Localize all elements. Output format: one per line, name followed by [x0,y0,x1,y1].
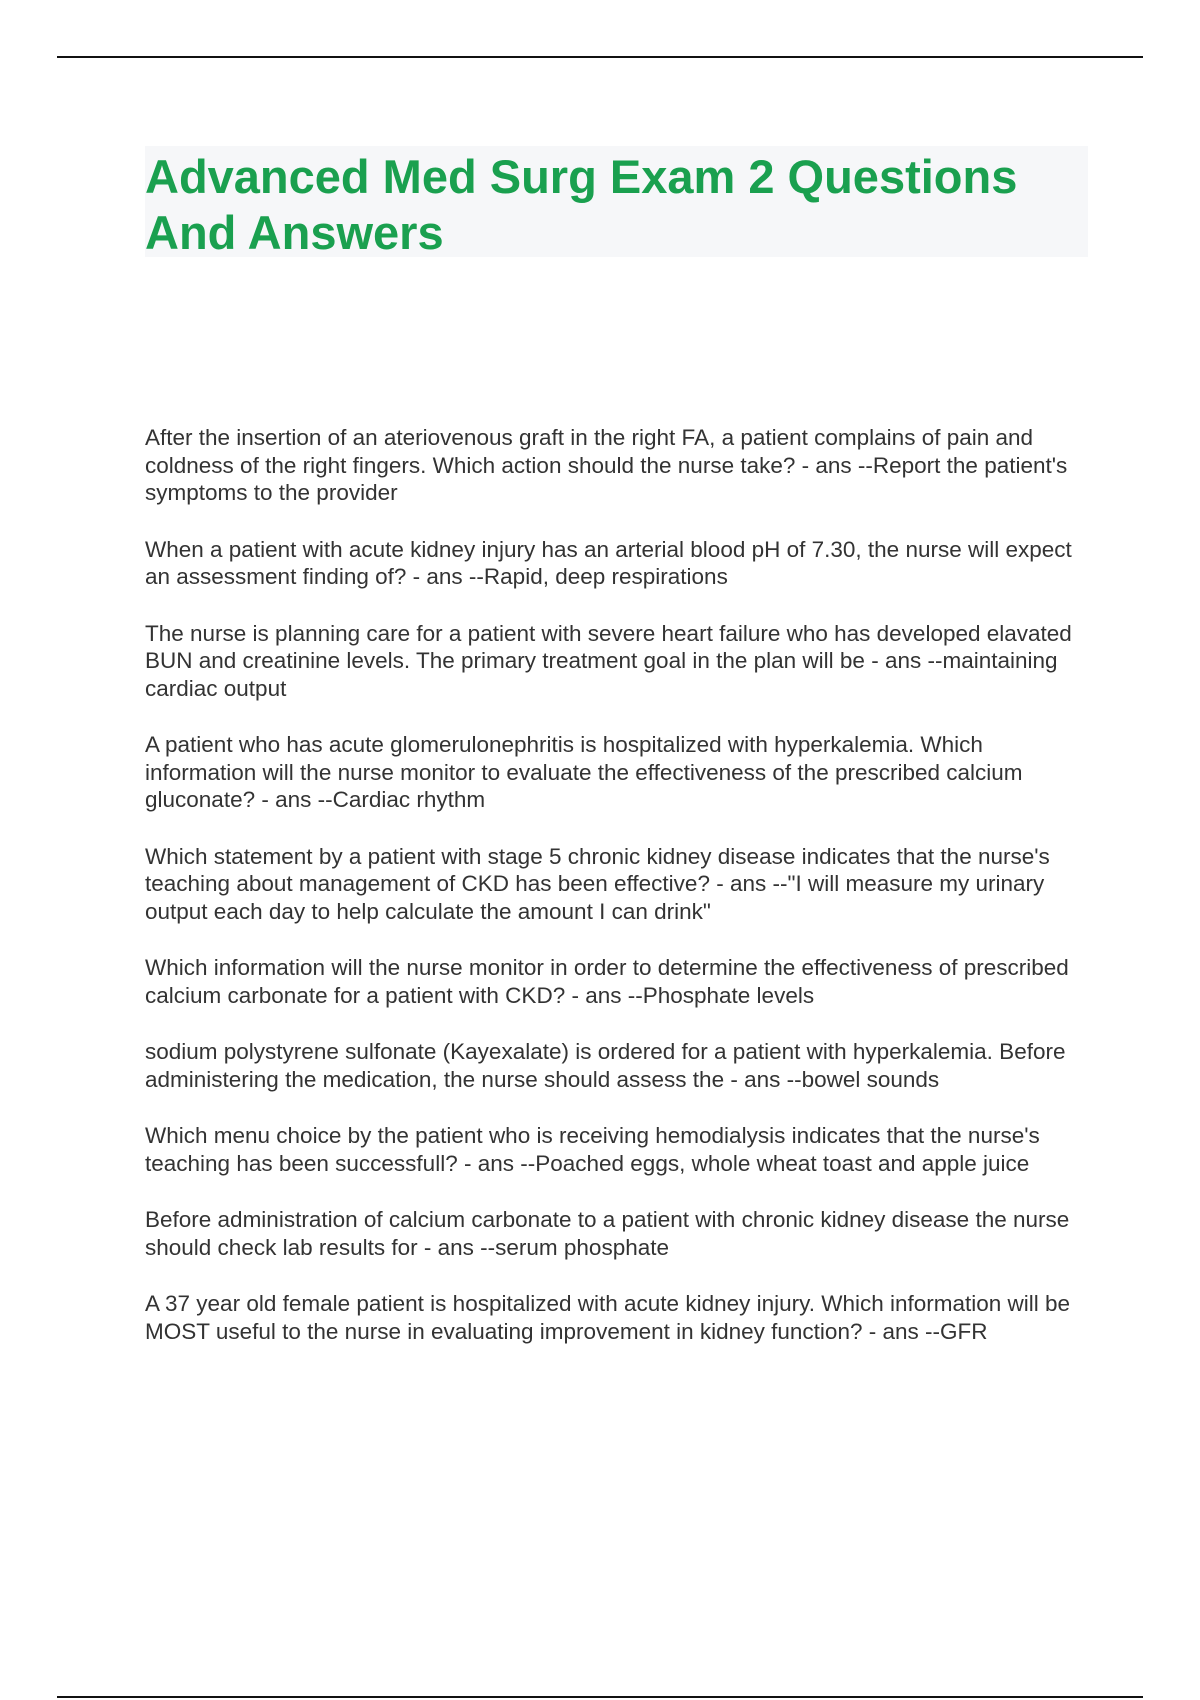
qa-item-9: Before administration of calcium carbonate to a patient with chronic kidney disease the nurse should check lab results for - ans --serum phosphate [145,1207,1070,1260]
qa-item-5: Which statement by a patient with stage 5 chronic kidney disease indicates that the nurse's teaching about management of CKD has been effective? - ans --"I will measure my urinary output each day to help calculate the amount I can drink" [145,843,1050,924]
qa-item-10: A 37 year old female patient is hospitalized with acute kidney injury. Which information will be MOST useful to the nurse in evaluating improvement in kidney function? - ans --GFR [145,1291,1071,1344]
qa-item-4: A patient who has acute glomerulonephritis is hospitalized with hyperkalemia. Which information will the nurse monitor to evaluate the effectiveness of the prescribed calcium gluconate? - ans --Cardiac rhythm [145,732,1023,812]
title-banner [145,146,1088,257]
qa-item-3: The nurse is planning care for a patient with severe heart failure who has developed elavated BUN and creatinine levels. The primary treatment goal in the plan will be - ans --maintaining cardiac output [145,620,1072,701]
qa-item-1: After the insertion of an ateriovenous graft in the right FA, a patient complains of pain and coldness of the right fingers. Which action should the nurse take? - ans --Report the patient's symptoms to the provider [145,425,1068,505]
bottom-rule [57,1696,1143,1698]
top-rule [57,56,1143,58]
document-title: Advanced Med Surg Exam 2 Questions And Answers [145,150,1018,259]
qa-item-8: Which menu choice by the patient who is receiving hemodialysis indicates that the nurse's teaching has been successfull? - ans --Poached eggs, whole wheat toast and apple juice [145,1123,1040,1176]
qa-list [145,424,1095,1374]
qa-item-2: When a patient with acute kidney injury has an arterial blood pH of 7.30, the nurse will expect an assessment finding of? - ans --Rapid, deep respirations [145,536,1072,589]
qa-item-6: Which information will the nurse monitor in order to determine the effectiveness of prescribed calcium carbonate for a patient with CKD? - ans --Phosphate levels [145,955,1069,1008]
qa-item-7: sodium polystyrene sulfonate (Kayexalate) is ordered for a patient with hyperkalemia. Before administering the medication, the nurse should assess the - ans --bowel sounds [145,1039,1066,1092]
